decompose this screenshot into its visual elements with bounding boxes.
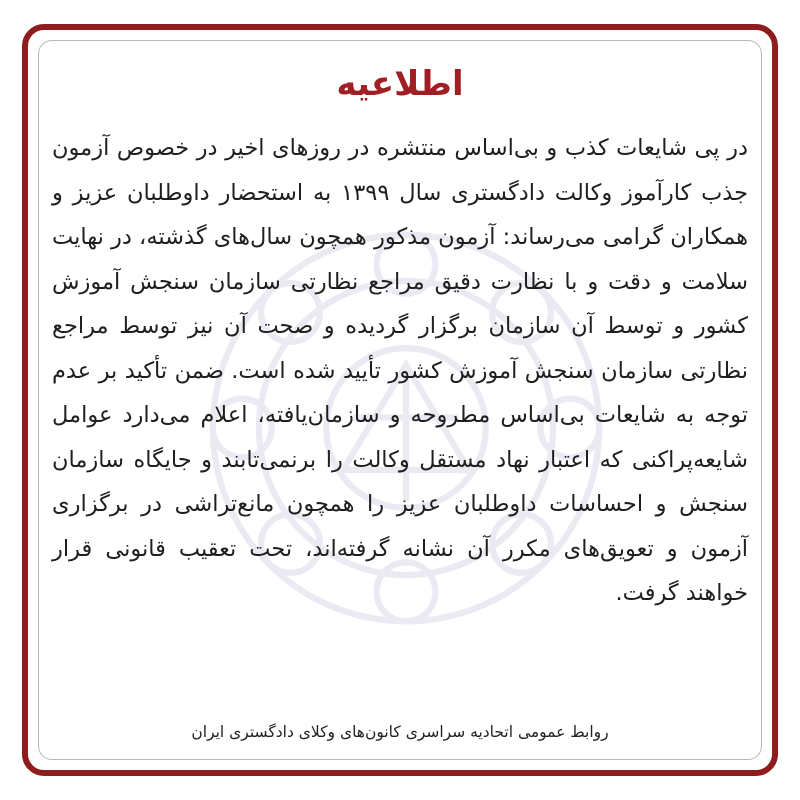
notice-body: در پی شایعات کذب و بی‌اساس منتشره در روزهای اخیر در خصوص آزمون جذب کارآموز وکالت دادگستری سال ۱۳۹۹ به استحضار داوطلبان عزیز و همکاران گرامی می‌رساند: آزمون مذکور همچون سال‌های گذشته، در نهایت سلامت و دقت و با نظارت دقیق مراجع نظارتی سازمان سنجش آموزش کشور و توسط آن سازمان برگزار گردیده و صحت آن نیز توسط مراجع نظارتی سازمان سنجش آموزش کشور تأیید شده است. ضمن تأکید بر عدم توجه به شایعات بی‌اساس مطروحه و سازمان‌یافته، اعلام می‌دارد عوامل شایعه‌پراکنی که اعتبار نهاد مستقل وکالت را برنمی‌تابند و جایگاه سازمان سنجش و احساسات داوطلبان عزیز را همچون مانع‌تراشی در برگزاری آزمون و تعویق‌های مکرر آن نشانه گرفته‌اند، تحت تعقیب قانونی قرار خواهند گرفت. [52, 135, 748, 606]
notice-signature: روابط عمومی اتحادیه سراسری کانون‌های وکلای دادگستری ایران [191, 723, 609, 741]
notice-title: اطلاعیه [336, 64, 464, 104]
notice-card [22, 24, 778, 776]
